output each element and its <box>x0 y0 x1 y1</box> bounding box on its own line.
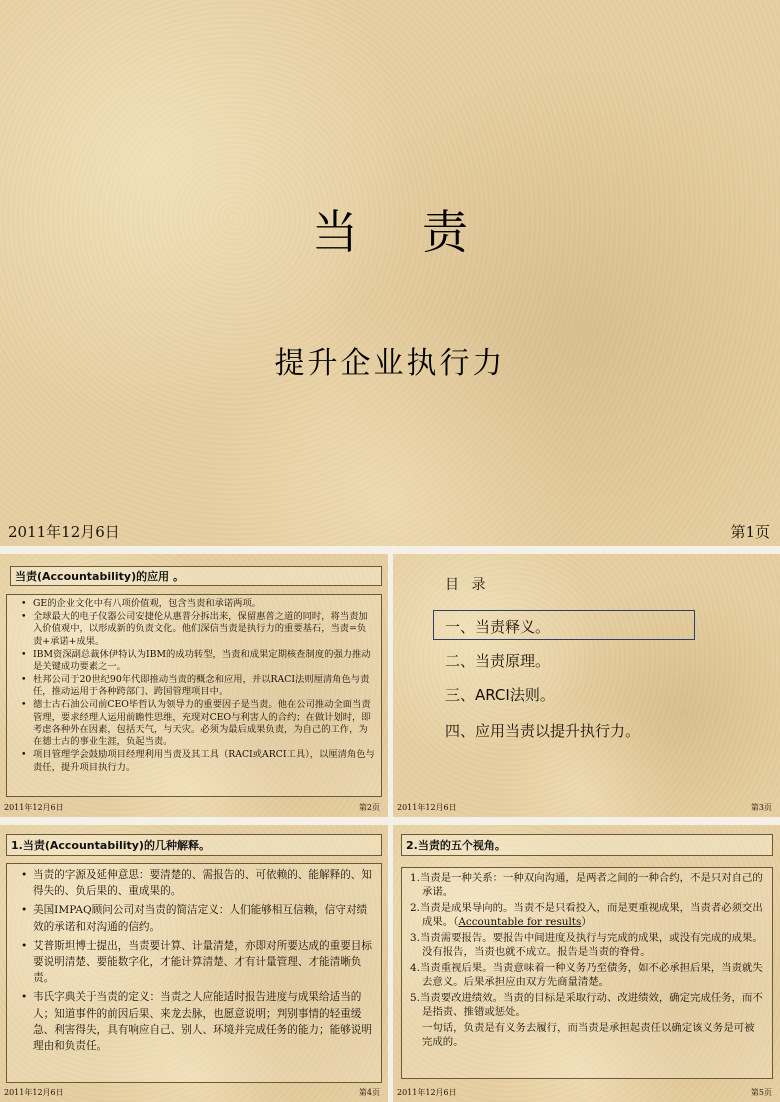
toc-item[interactable]: 四、应用当责以提升执行力。 <box>445 722 641 740</box>
slide-date: 2011年12月6日 <box>4 803 64 812</box>
list-item: • 杜邦公司于20世纪90年代即推动当责的概念和应用，并以RACI法则厘清角色与责任，推动运用于各种跨部门、跨国管理项目中。 <box>33 674 375 699</box>
list-item: • 全球最大的电子仪器公司安捷伦从惠普分拆出来，保留惠普之道的同时，将当责加入价值观中，以形成新的负责文化。他们深信当责是执行力的重要基石，当责=负责+承诺+成果。 <box>33 611 375 648</box>
point-text: 2.当责是成果导向的。当责不是只看投入，而是更重视成果，当责者必须交出成果。（ <box>410 901 763 929</box>
points-box <box>401 867 773 1079</box>
list-item: • 韦氏字典关于当责的定义：当责之人应能适时报告进度与成果给适当的人；知道事件的前因后果、来龙去脉，也愿意说明；判别事情的轻重缓急、利害得失，具有响应自己、别人、环境并完成任务的能力；能够说明理由和负责任。 <box>33 989 375 1054</box>
point-text: 4.当责重视后果。当责意味着一种义务乃至债务，如不必承担后果，当责就失去意义。后果承担应由双方先商量清楚。 <box>410 961 763 988</box>
slide-2 <box>0 554 388 817</box>
slide-page-number: 第3页 <box>750 803 772 812</box>
list-item: • 德士古石油公司前CEO毕哲认为领导力的重要因子是当责。他在公司推动全面当责管理，要求经理人运用前瞻性思维，充现对CEO与利害人的合约；在做计划时，即考虑各种外在因素，包括天气，与天灾。必须为最后成果负责，为自己的工作，为在德士古的事业生涯，负起当责。 <box>33 699 375 749</box>
slide-date: 2011年12月6日 <box>4 1088 64 1097</box>
slide-page-number: 第4页 <box>358 1088 380 1097</box>
bullet-box <box>6 594 382 797</box>
numbered-point <box>410 901 764 929</box>
accountable-link[interactable]: Accountable for results <box>458 916 582 929</box>
list-item: • 当责的字源及延伸意思：要清楚的、需报告的、可依赖的、能解释的、知得失的、负后果的、重成果的。 <box>33 867 375 899</box>
toc-item[interactable]: 一、当责释义。 <box>445 618 551 636</box>
numbered-point <box>410 931 764 959</box>
slide-page-number: 第5页 <box>750 1088 772 1097</box>
numbered-point <box>410 991 764 1019</box>
slide-page-number: 第1页 <box>730 523 770 541</box>
list-item: • GE的企业文化中有八项价值观，包含当责和承诺两项。 <box>33 598 375 610</box>
slide-1 <box>0 0 780 546</box>
toc-item[interactable]: 三、ARCI法则。 <box>445 686 555 704</box>
slide-title: 当责 <box>312 205 532 259</box>
slide-title: 1.当责(Accountability)的几种解释。 <box>6 834 382 856</box>
point-text: 1.当责是一种关系：一种双向沟通，是两者之间的一种合约，不是只对自己的承诺。 <box>410 872 763 899</box>
numbered-point <box>410 871 764 899</box>
slide-subtitle: 提升企业执行力 <box>274 346 506 381</box>
toc-title: 目 录 <box>445 577 490 593</box>
point-text: 3.当责需要报告。要报告中间进度及执行与完成的成果，或没有完成的成果。没有报告，当责也就不成立。报告是当责的脊骨。 <box>410 931 763 959</box>
slide-3 <box>393 554 780 817</box>
slide-5 <box>393 825 780 1102</box>
slide-page-number: 第2页 <box>358 803 380 812</box>
slide-date: 2011年12月6日 <box>397 1088 457 1097</box>
point-text-tail: ） <box>581 916 592 929</box>
slide-4 <box>0 825 388 1102</box>
list-item: • IBM资深副总裁休伊特认为IBM的成功转型，当责和成果定期核查制度的强力推动是关键成功要素之一。 <box>33 649 375 674</box>
list-item: • 美国IMPAQ顾问公司对当责的简洁定义：人们能够相互信赖，信守对绩效的承诺和对沟通的信约。 <box>33 902 375 934</box>
numbered-point <box>410 961 764 989</box>
list-item: • 艾普斯坦博士提出，当责要计算、计量清楚，亦即对所要达成的重要目标要说明清楚、要能数字化，才能计算清楚、才有计量管理、才能清晰负责。 <box>33 938 375 987</box>
toc-item[interactable]: 二、当责原理。 <box>445 652 551 670</box>
point-text: 5.当责要改进绩效。当责的目标是采取行动、改进绩效，确定完成任务，而不是指责、推错或惩处。 <box>410 991 763 1018</box>
slide-date: 2011年12月6日 <box>397 803 457 812</box>
closing-sentence: 一句话，负责是有义务去履行，而当责是承担起责任以确定该义务是可被完成的。 <box>422 1021 755 1048</box>
slide-title: 2.当责的五个视角。 <box>401 834 773 856</box>
list-item: • 项目管理学会鼓励项目经理利用当责及其工具（RACI或ARCI工具），以厘清角色与责任，提升项目执行力。 <box>33 749 375 774</box>
bullet-box <box>6 863 382 1083</box>
slide-date: 2011年12月6日 <box>8 523 120 541</box>
slide-title: 当责(Accountability)的应用 。 <box>10 566 382 586</box>
